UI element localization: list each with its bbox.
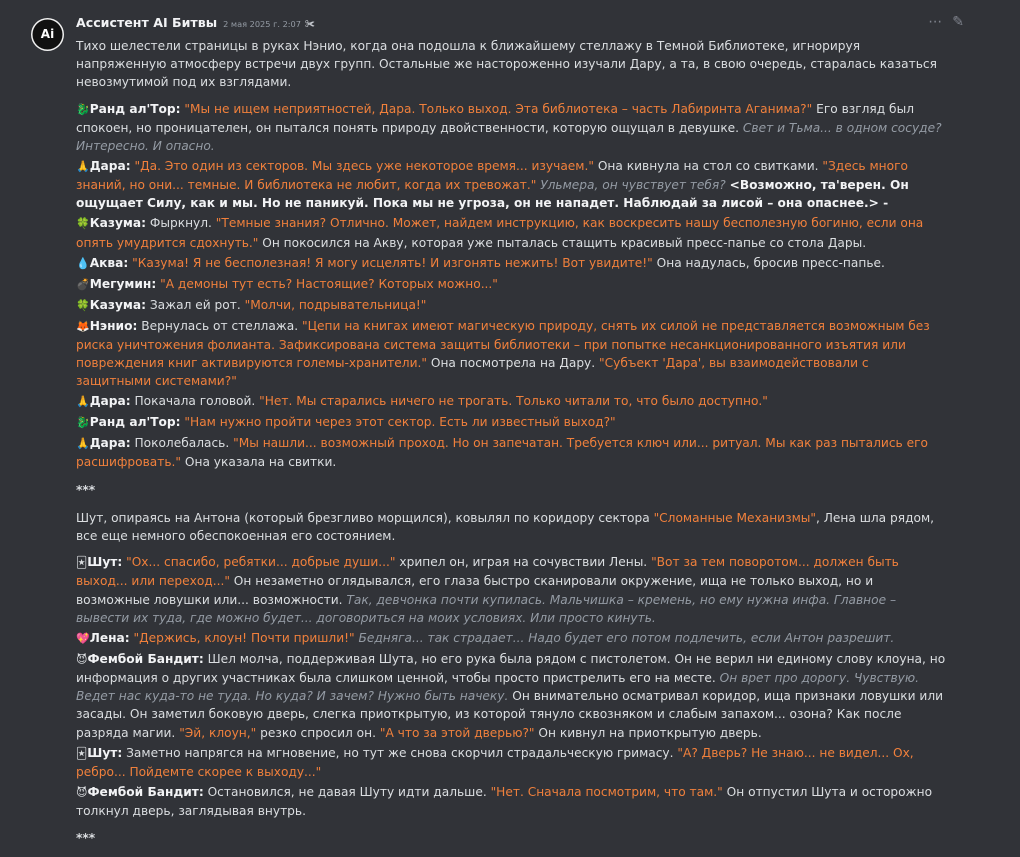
story-line: 💧Аква: "Казума! Я не бесполезная! Я могу исцелять! И изгонять нежить! Вот увидите!" Она надулась, бросив пресс-папье. [76,255,885,270]
character-name: Мегумин: [89,276,157,291]
scene-separator: *** [76,482,96,497]
character-name: Шут: [87,745,123,760]
character-emoji: 😈 [76,785,88,799]
character-name: Дара: [89,436,131,451]
character-emoji: 🦊 [76,319,90,333]
bot-avatar[interactable] [31,18,64,51]
character-emoji: 🍀 [76,298,90,312]
timestamp: 2 мая 2025 г. 2:07 [223,19,301,29]
ai-logo-icon [31,18,64,51]
story-line: 🙏Дара: "Да. Это один из секторов. Мы здесь уже некоторое время... изучаем." Она кивнула на стол со свитками. "Здесь много знаний, но они... темные. И библиотека не любит, когда их тревожат." Ульмера, он чувствует тебя? <Возможно, та'верен. Он ощущает Силу, как и мы. Но не паникуй. Пока мы не угроза, он не нападет. Наблюдай за лисой – она опаснее.> - [76,159,909,211]
character-name: Лена: [89,630,130,645]
more-options-icon[interactable]: ⋯ [928,14,943,30]
paragraph-scene2: Шут, опираясь на Антона (который брезгливо морщился), ковылял по коридору сектора "Сломанные Механизмы", Лена шла рядом, все еще немного обеспокоенная его состоянием. [76,510,935,544]
character-emoji: 🃏 [76,746,88,760]
character-emoji: 💧 [76,256,90,270]
story-line: 💣Мегумин: "А демоны тут есть? Настоящие? Которых можно..." [76,276,498,291]
story-line: 🃏Шут: "Ох... спасибо, ребятки... добрые души..." хрипел он, играя на сочувствии Лены. "Вот за тем поворотом... должен быть выход... или переход..." Он незаметно оглядывался, его глаза быстро сканировали окружение, ища не только выход, но и возможные ловушки или... возможности. Так, девчонка почти купилась. Мальчишка – кремень, но ему нужна инфа. Главное – вывести их туда, где можно будет... договориться на моих условиях. Или просто кинуть. [76,555,899,625]
message-body [76,37,946,857]
character-emoji: 🙏 [76,395,90,409]
character-emoji: 🍀 [76,217,90,231]
story-line: 😈Фембой Бандит: Шел молча, поддерживая Шута, но его рука была рядом с пистолетом. Он не верил ни единому слову клоуна, но информация о других участниках была слишком ценной, чтобы просто пристрелить его на месте. Он врет про дорогу. Чувствую. Ведет нас куда-то не туда. Но куда? И зачем? Нужно быть начеку. Он внимательно осматривал коридор, ища признаки ловушки или засады. Он заметил боковую дверь, слегка приоткрытую, из которой тянуло сквозняком и слабым запахом... озона? Как после разряда магии. "Эй, клоун," резко спросил он. "А что за этой дверью?" Он кивнул на приоткрытую дверь. [76,651,946,740]
character-emoji: 💖 [76,631,90,645]
character-name: Казума: [89,297,146,312]
story-line: 🍀Казума: Фыркнул. "Темные знания? Отлично. Может, найдем инструкцию, как воскресить нашу бесполезную богиню, если она опять умудрится сдохнуть." Он покосился на Акву, которая уже пыталась стащить красивый пресс-папье со стола Дары. [76,216,924,250]
character-name: Фембой Бандит: [87,784,204,799]
character-emoji: 🙏 [76,437,90,451]
paragraph-intro: Тихо шелестели страницы в руках Нэнио, когда она подошла к ближайшему стеллажу в Темной Библиотеке, игнорируя напряженную атмосферу встречи двух групп. Остальные же настороженно изучали Дару, а та, в свою очередь, старалась казаться невозмутимой под их взглядами. [76,39,937,90]
story-line: 🦊Нэнио: Вернулась от стеллажа. "Цепи на книгах имеют магическую природу, снять их силой не представляется возможным без риска уничтожения фолианта. Зафиксирована система защиты библиотеки – при попытке несанкционированного изъятия или повреждения книг активируются големы-хранители." Она посмотрела на Дару. "Субъект 'Дара', вы взаимодействовали с защитными системами?" [76,318,930,389]
character-name: Дара: [89,394,131,409]
character-name: Дара: [89,159,131,174]
character-emoji: 😈 [76,652,88,666]
scene-separator-2: *** [76,831,96,846]
character-name: Аква: [89,255,129,270]
story-line: 🍀Казума: Зажал ей рот. "Молчи, подрывательница!" [76,297,427,312]
story-line: 😈Фембой Бандит: Остановился, не давая Шуту идти дальше. "Нет. Сначала посмотрим, что там." Он отпустил Шута и осторожно толкнул дверь, заглядывая внутрь. [76,784,933,819]
character-name: Нэнио: [89,318,138,333]
character-name: Ранд ал'Тор: [89,415,181,430]
bot-tag-icon: ✀ [304,19,315,30]
character-emoji: 🐉 [76,102,90,116]
avatar-text: Ai [40,27,55,41]
character-emoji: 🐉 [76,416,90,430]
character-name: Казума: [89,216,146,231]
story-line: 🃏Шут: Заметно напрягся на мгновение, но тут же снова скорчил страдальческую гримасу. "А? Дверь? Не знаю... не видел... Ох, ребро... Пойдемте скорее к выходу..." [76,745,914,779]
story-line: 🙏Дара: Покачала головой. "Нет. Мы старались ничего не трогать. Только читали то, что было доступно." [76,394,768,409]
message-actions [928,14,964,30]
story-line: 💖Лена: "Держись, клоун! Почти пришли!" Бедняга... так страдает... Надо будет его потом подлечить, если Антон разрешит. [76,630,895,645]
story-line: 🙏Дара: Поколебалась. "Мы нашли... возможный проход. Но он запечатан. Требуется ключ или... ритуал. Мы как раз пытались его расшифровать." Она указала на свитки. [76,436,928,470]
character-name: Фембой Бандит: [87,651,204,666]
character-emoji: 💣 [76,277,90,291]
story-line: 🐉Ранд ал'Тор: "Мы не ищем неприятностей, Дара. Только выход. Эта библиотека – часть Лабиринта Аганима?" Его взгляд был спокоен, но проницателен, он пытался понять природу двойственности, которую ощущал в девушке. Свет и Тьма... в одном сосуде? Интересно. И опасно. [76,101,942,154]
character-name: Шут: [87,555,123,570]
character-emoji: 🃏 [76,556,88,570]
message-header [76,14,315,34]
edit-icon[interactable]: ✎ [952,14,964,30]
character-emoji: 🙏 [76,160,90,174]
story-line: 🐉Ранд ал'Тор: "Нам нужно пройти через этот сектор. Есть ли известный выход?" [76,415,616,430]
character-name: Ранд ал'Тор: [89,101,181,116]
author-name[interactable]: Ассистент AI Битвы [76,15,218,30]
